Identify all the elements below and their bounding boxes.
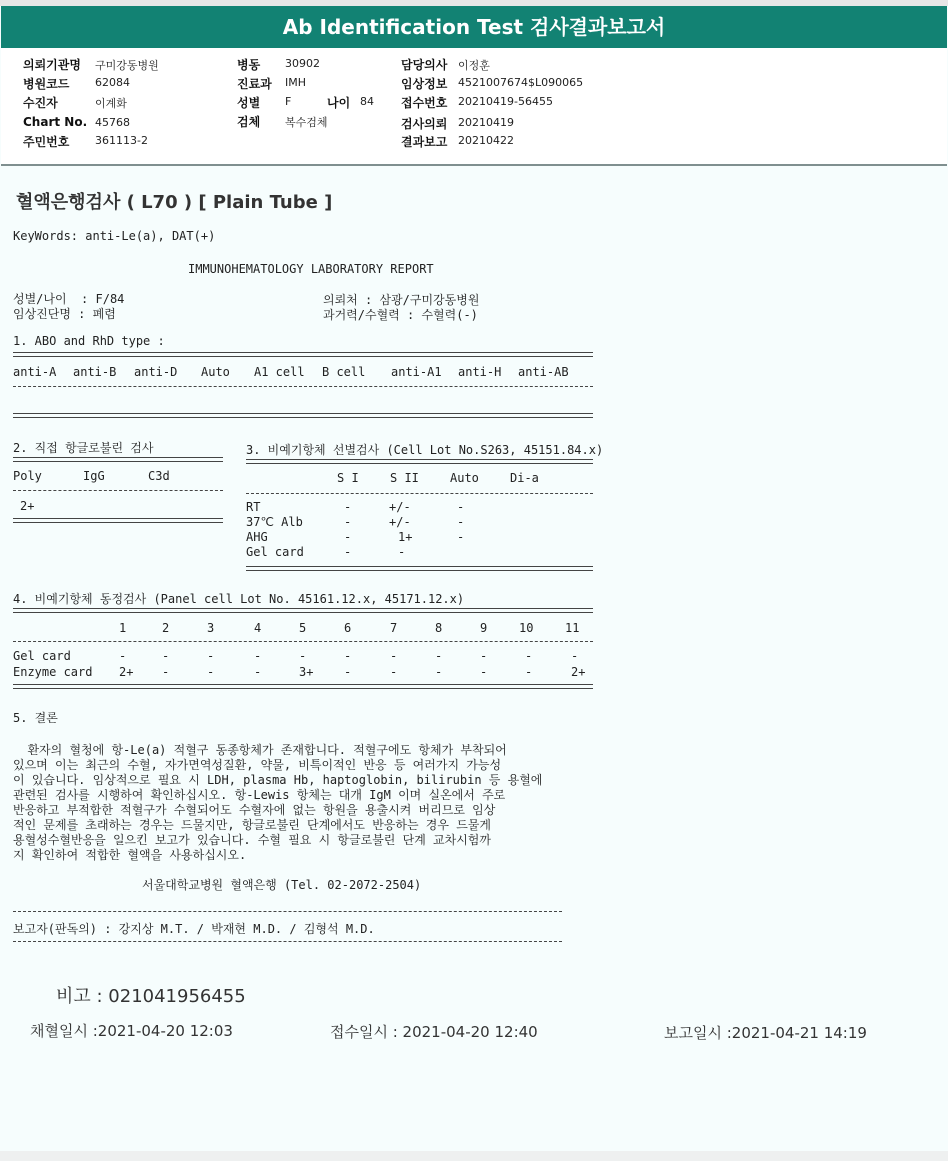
s4-header: 7	[390, 621, 398, 635]
double-rule	[13, 352, 593, 357]
s3-cell: +/-	[389, 500, 411, 514]
s4-header: 4	[254, 621, 262, 635]
s1-header: anti-H	[458, 365, 502, 379]
s4-cell: -	[299, 649, 307, 663]
s1-header: A1 cell	[254, 365, 305, 379]
report-date-label: 결과보고	[401, 135, 448, 149]
s4-row-label: Gel card	[13, 649, 71, 663]
s3-cell: -	[344, 515, 352, 529]
report-date-value: 20210422	[458, 134, 514, 147]
s4-cell: -	[344, 649, 352, 663]
s4-cell: -	[390, 649, 398, 663]
s2-header: C3d	[148, 469, 170, 483]
s2-value-poly: 2+	[20, 499, 35, 513]
sex-label: 성별	[237, 96, 261, 110]
double-rule	[13, 608, 593, 613]
double-rule	[246, 459, 593, 464]
s2-header: IgG	[83, 469, 105, 483]
hospital-value: 구미강동병원	[95, 59, 159, 72]
double-rule	[13, 413, 593, 418]
s4-cell: -	[525, 665, 533, 679]
s4-cell: -	[162, 649, 170, 663]
double-rule	[246, 566, 593, 571]
conclusion-line: 지 확인하여 적합한 혈액을 사용하십시오.	[13, 848, 247, 862]
double-rule	[13, 457, 223, 462]
conclusion-line: 적인 문제를 초래하는 경우는 드물지만, 항글로불린 단계에서도 반응하는 경우 드물게	[13, 818, 491, 832]
diagnosis: 임상진단명 : 폐렴	[13, 307, 116, 321]
s4-header: 5	[299, 621, 307, 635]
s4-cell: -	[207, 649, 215, 663]
s3-cell: -	[457, 530, 465, 544]
section1-title: 1. ABO and RhD type :	[13, 334, 165, 348]
dept-label: 진료과	[237, 77, 272, 91]
section4-title: 4. 비예기항체 동정검사 (Panel cell Lot No. 45161.12.x, 45171.12.x)	[13, 592, 465, 606]
clinical-label: 임상정보	[401, 77, 448, 91]
s4-header: 1	[119, 621, 127, 635]
s4-row-label: Enzyme card	[13, 665, 93, 679]
s4-cell: -	[435, 665, 443, 679]
s3-cell: -	[398, 545, 406, 559]
s4-header: 11	[565, 621, 580, 635]
s3-cell: -	[457, 500, 465, 514]
section2-title: 2. 직접 항글로불린 검사	[13, 441, 154, 455]
age-value: 84	[360, 95, 374, 108]
s3-row-label: 37℃ Alb	[246, 515, 303, 529]
s1-header: anti-A	[13, 365, 57, 379]
s4-cell: -	[480, 649, 488, 663]
remark: 비고 : 021041956455	[56, 986, 246, 1007]
patient-label: 수진자	[23, 96, 58, 110]
s4-cell: -	[344, 665, 352, 679]
conclusion-line: 이 있습니다. 임상적으로 필요 시 LDH, plasma Hb, haptoglobin, bilirubin 등 용혈에	[13, 773, 543, 787]
received-datetime: 접수일시 : 2021-04-20 12:40	[330, 1023, 538, 1041]
s4-cell: -	[207, 665, 215, 679]
doctor-label: 담당의사	[401, 58, 448, 72]
s4-cell: 3+	[299, 665, 314, 679]
doctor-value: 이정훈	[458, 59, 490, 72]
s2-header: Poly	[13, 469, 42, 483]
s1-header: anti-B	[73, 365, 117, 379]
report-heading: 혈액은행검사 ( L70 ) [ Plain Tube ]	[16, 192, 333, 213]
collected-datetime: 채혈일시 :2021-04-20 12:03	[30, 1022, 233, 1040]
s3-header: S I	[337, 471, 359, 485]
s1-header: anti-AB	[518, 365, 569, 379]
s4-cell: -	[254, 665, 262, 679]
double-rule	[13, 684, 593, 689]
s3-cell: -	[344, 500, 352, 514]
window-bottom-border	[0, 1151, 948, 1161]
referrer: 의뢰처 : 삼광/구미강동병원	[323, 293, 480, 307]
request-value: 20210419	[458, 116, 514, 129]
sex-age: 성별/나이 : F/84	[13, 292, 125, 306]
s1-header: anti-A1	[391, 365, 442, 379]
ward-label: 병동	[237, 58, 261, 72]
single-rule	[246, 493, 593, 494]
dept-value: IMH	[285, 76, 307, 89]
s1-header: B cell	[322, 365, 366, 379]
s4-header: 6	[344, 621, 352, 635]
s4-header: 10	[519, 621, 534, 635]
double-rule	[13, 518, 223, 523]
age-label: 나이	[327, 96, 351, 110]
s1-header: Auto	[201, 365, 230, 379]
accession-value: 20210419-56455	[458, 95, 553, 108]
transfusion-history: 과거력/수혈력 : 수혈력(-)	[323, 308, 478, 322]
patient-value: 이계화	[95, 97, 127, 110]
s4-cell: 2+	[119, 665, 134, 679]
s3-header: Auto	[450, 471, 479, 485]
reporters: 보고자(판독의) : 강지상 M.T. / 박재현 M.D. / 김형석 M.D.	[13, 922, 375, 936]
s4-header: 2	[162, 621, 170, 635]
s3-row-label: RT	[246, 500, 261, 514]
chart-value: 45768	[95, 116, 130, 129]
s3-row-label: AHG	[246, 530, 268, 544]
single-rule	[13, 941, 562, 942]
s4-cell: 2+	[571, 665, 586, 679]
single-rule	[13, 641, 593, 642]
rrn-label: 주민번호	[23, 135, 70, 149]
reported-datetime: 보고일시 :2021-04-21 14:19	[664, 1024, 867, 1042]
conclusion-line: 관련된 검사를 시행하여 확인하십시오. 항-Lewis 항체는 대개 IgM 이며 실온에서 주로	[13, 788, 506, 802]
s3-cell: -	[344, 545, 352, 559]
specimen-value: 복수검체	[285, 116, 328, 129]
report-title: Ab Identification Test 검사결과보고서	[1, 6, 947, 48]
s4-header: 9	[480, 621, 488, 635]
s4-cell: -	[390, 665, 398, 679]
section5-title: 5. 결론	[13, 711, 58, 725]
lab-contact: 서울대학교병원 혈액은행 (Tel. 02-2072-2504)	[142, 878, 422, 892]
conclusion-line: 환자의 혈청에 항-Le(a) 적혈구 동종항체가 존재합니다. 적혈구에도 항체가 부착되어	[13, 743, 507, 757]
conclusion-line: 있으며 이는 최근의 수혈, 자가면역성질환, 약물, 비특이적인 반응 등 여러가지 가능성	[13, 758, 502, 772]
clinical-value: 4521007674$L090065	[458, 76, 584, 89]
s4-cell: -	[571, 649, 579, 663]
single-rule	[13, 490, 223, 491]
s4-header: 8	[435, 621, 443, 635]
accession-label: 접수번호	[401, 96, 448, 110]
s4-cell: -	[254, 649, 262, 663]
sex-value: F	[285, 95, 292, 108]
s3-header: S II	[390, 471, 419, 485]
hospital-label: 의뢰기관명	[23, 58, 81, 72]
s3-cell: -	[344, 530, 352, 544]
s3-row-label: Gel card	[246, 545, 304, 559]
single-rule	[13, 911, 562, 912]
s3-cell: -	[457, 515, 465, 529]
s4-cell: -	[162, 665, 170, 679]
chart-label: Chart No.	[23, 115, 88, 129]
s3-cell: 1+	[398, 530, 413, 544]
section3-title: 3. 비예기항체 선별검사 (Cell Lot No.S263, 45151.84.x)	[246, 443, 604, 457]
s4-cell: -	[480, 665, 488, 679]
code-value: 62084	[95, 76, 130, 89]
s3-header: Di-a	[510, 471, 539, 485]
s4-cell: -	[525, 649, 533, 663]
s1-header: anti-D	[134, 365, 178, 379]
request-label: 검사의뢰	[401, 117, 448, 131]
s3-cell: +/-	[389, 515, 411, 529]
specimen-label: 검체	[237, 115, 261, 129]
lab-title: IMMUNOHEMATOLOGY LABORATORY REPORT	[188, 262, 434, 276]
conclusion-line: 용혈성수혈반응을 일으킨 보고가 있습니다. 수혈 필요 시 항글로불린 단계 교차시험까	[13, 833, 491, 847]
keywords: KeyWords: anti-Le(a), DAT(+)	[13, 229, 216, 243]
single-rule	[13, 386, 593, 387]
s4-cell: -	[119, 649, 127, 663]
ward-value: 30902	[285, 57, 320, 70]
s4-cell: -	[435, 649, 443, 663]
s4-header: 3	[207, 621, 215, 635]
patient-info-panel	[1, 48, 947, 166]
conclusion-line: 반응하고 부적합한 적혈구가 수혈되어도 수혈자에 없는 항원을 용출시켜 버리므로 임상	[13, 803, 496, 817]
code-label: 병원코드	[23, 77, 70, 91]
rrn-value: 361113-2	[95, 134, 148, 147]
